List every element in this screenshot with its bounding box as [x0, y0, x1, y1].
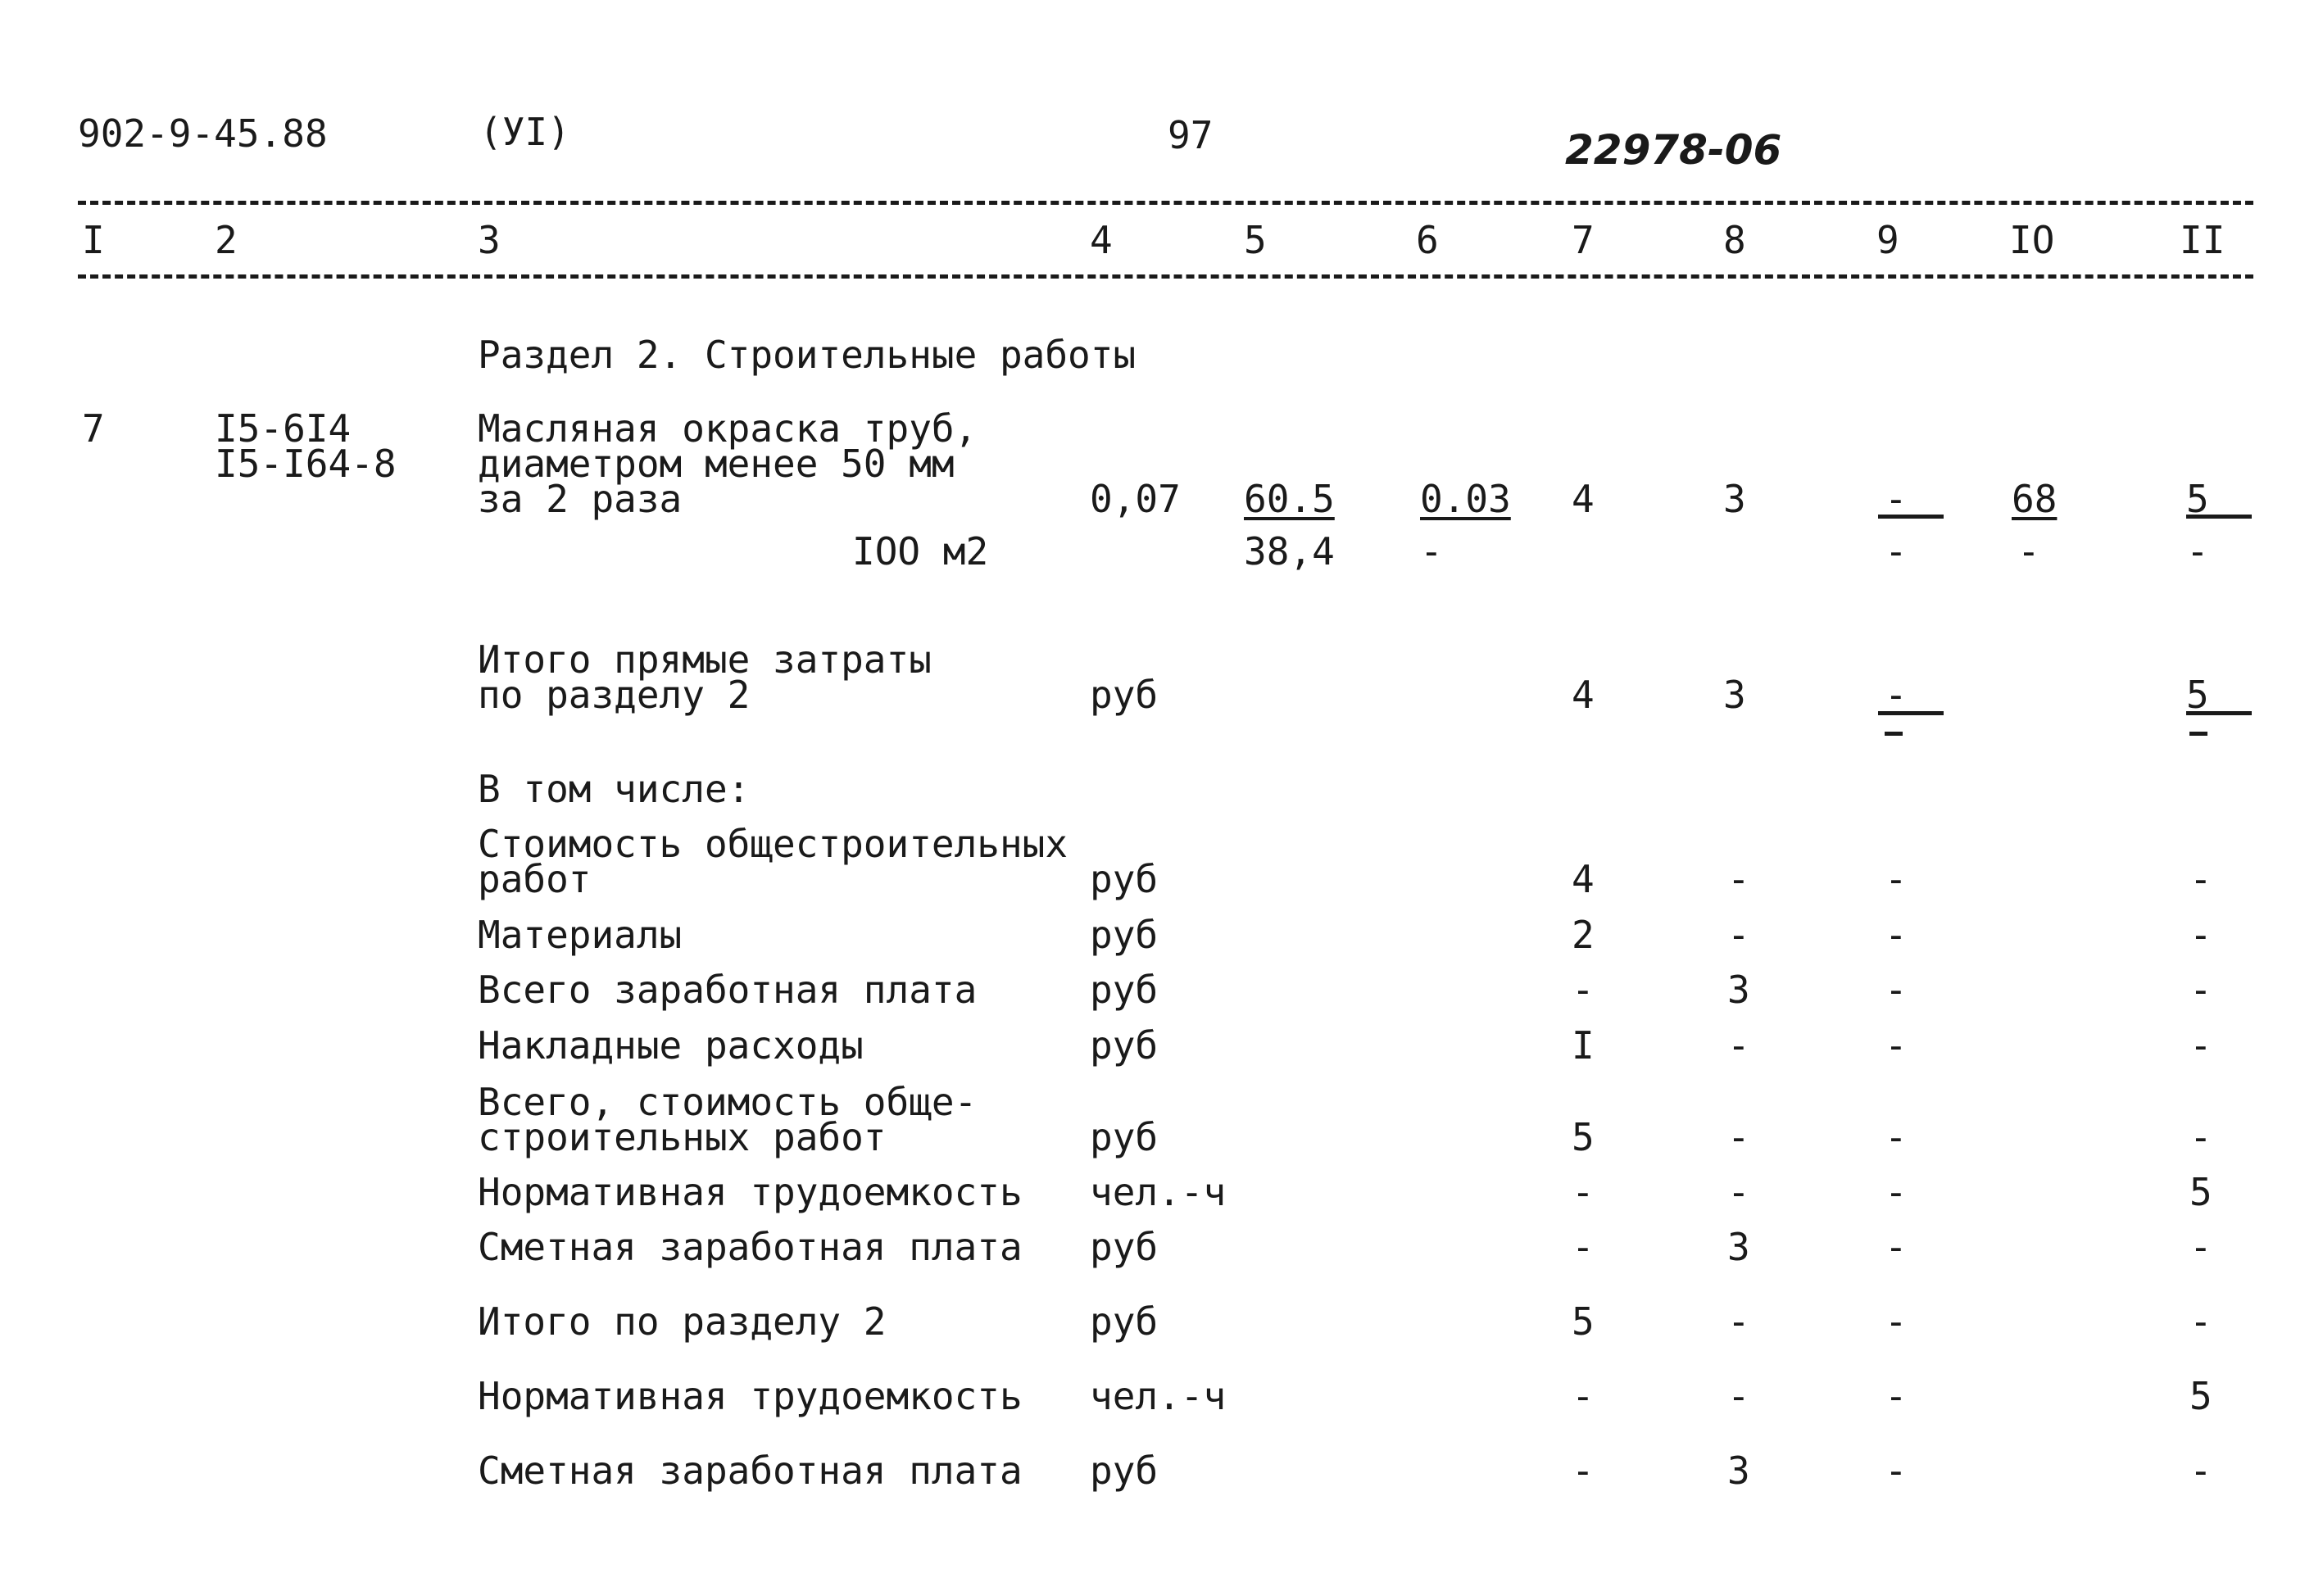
- row-col11: -: [2189, 1023, 2212, 1068]
- row-label: Стоимость общестроительных: [478, 822, 1068, 866]
- row-col11: -: [2189, 913, 2212, 957]
- row-col8: 3: [1727, 1225, 1750, 1269]
- underline-mark: [1878, 711, 1944, 715]
- row-label: работ: [478, 857, 592, 901]
- item-col7: 4: [1572, 477, 1595, 521]
- row-unit: руб: [1090, 857, 1159, 901]
- row-unit: чел.-ч: [1090, 1374, 1227, 1418]
- column-header: I: [82, 218, 105, 262]
- row-unit: руб: [1090, 1449, 1159, 1493]
- column-header: IO: [2009, 218, 2055, 262]
- header-top-rule: [78, 201, 2253, 205]
- including-label: В том числе:: [478, 767, 751, 811]
- item-col11-top: 5: [2186, 477, 2209, 521]
- row-col9: -: [1885, 1449, 1908, 1493]
- row-col8: -: [1727, 1023, 1750, 1068]
- underline-mark: [2186, 515, 2252, 519]
- row-label: Сметная заработная плата: [478, 1225, 1023, 1269]
- row-col8: -: [1727, 1115, 1750, 1159]
- row-col7: 2: [1572, 913, 1595, 957]
- total-direct-label: Итого прямые затраты: [478, 637, 932, 682]
- row-label: Сметная заработная плата: [478, 1449, 1023, 1493]
- column-header: 2: [215, 218, 238, 262]
- row-unit: руб: [1090, 1299, 1159, 1344]
- row-col7: 4: [1572, 857, 1595, 901]
- item-description-line: Масляная окраска труб,: [478, 406, 978, 451]
- total-direct-col9: -: [1885, 673, 1908, 717]
- row-unit: руб: [1090, 913, 1159, 957]
- row-label: Всего заработная плата: [478, 968, 978, 1012]
- total-direct-col11: 5: [2186, 673, 2209, 717]
- row-col7: -: [1572, 1225, 1595, 1269]
- row-col7: -: [1572, 1170, 1595, 1214]
- row-col9: -: [1885, 1023, 1908, 1068]
- row-col9: -: [1885, 1170, 1908, 1214]
- stamp-number: 22978-06: [1565, 126, 1782, 174]
- column-header: 5: [1244, 218, 1267, 262]
- row-unit: руб: [1090, 968, 1159, 1012]
- row-col11: 5: [2189, 1374, 2212, 1418]
- item-quantity: 0,07: [1090, 477, 1181, 521]
- section-code: (УI): [479, 110, 570, 154]
- item-description-line: за 2 раза: [478, 477, 683, 521]
- row-col11: -: [2189, 1115, 2212, 1159]
- row-col9: -: [1885, 968, 1908, 1012]
- item-code: I5-6I4: [215, 406, 352, 451]
- row-col7: -: [1572, 968, 1595, 1012]
- row-label: Нормативная трудоемкость: [478, 1170, 1023, 1214]
- column-header: 6: [1416, 218, 1439, 262]
- row-label: строительных работ: [478, 1115, 887, 1159]
- dash-mark: [1885, 732, 1903, 736]
- item-col5-bottom: 38,4: [1244, 529, 1335, 574]
- row-col9: -: [1885, 1299, 1908, 1344]
- row-col8: -: [1727, 1170, 1750, 1214]
- row-col9: -: [1885, 1374, 1908, 1418]
- item-col8: 3: [1723, 477, 1746, 521]
- total-direct-col8: 3: [1723, 673, 1746, 717]
- row-col11: 5: [2189, 1170, 2212, 1214]
- row-col8: 3: [1727, 968, 1750, 1012]
- row-label: Итого по разделу 2: [478, 1299, 887, 1344]
- row-col7: 5: [1572, 1115, 1595, 1159]
- item-col5-top: 60.5: [1244, 477, 1335, 521]
- row-label: Материалы: [478, 913, 683, 957]
- item-col10-top: 68: [2012, 477, 2058, 521]
- item-col11-bottom: -: [2186, 529, 2209, 574]
- document-code: 902-9-45.88: [78, 111, 328, 156]
- item-number: 7: [82, 406, 105, 451]
- row-col7: I: [1572, 1023, 1595, 1068]
- row-label: Нормативная трудоемкость: [478, 1374, 1023, 1418]
- header-bottom-rule: [78, 274, 2253, 279]
- row-col11: -: [2189, 968, 2212, 1012]
- item-code: I5-I64-8: [215, 442, 397, 486]
- row-col7: -: [1572, 1374, 1595, 1418]
- underline-mark: [1878, 515, 1944, 519]
- row-unit: чел.-ч: [1090, 1170, 1227, 1214]
- row-col11: -: [2189, 1225, 2212, 1269]
- row-col7: -: [1572, 1449, 1595, 1493]
- row-col11: -: [2189, 857, 2212, 901]
- item-col9-bottom: -: [1885, 529, 1908, 574]
- row-col8: -: [1727, 913, 1750, 957]
- total-direct-label: по разделу 2: [478, 673, 751, 717]
- row-col11: -: [2189, 1449, 2212, 1493]
- row-col9: -: [1885, 1115, 1908, 1159]
- row-col9: -: [1885, 857, 1908, 901]
- row-col9: -: [1885, 913, 1908, 957]
- item-description-line: диаметром менее 50 мм: [478, 442, 955, 486]
- page-number: 97: [1168, 113, 1214, 157]
- row-unit: руб: [1090, 1225, 1159, 1269]
- row-unit: руб: [1090, 1023, 1159, 1068]
- column-header: II: [2180, 218, 2225, 262]
- column-header: 7: [1572, 218, 1595, 262]
- row-label: Всего, стоимость обще-: [478, 1080, 978, 1124]
- row-col11: -: [2189, 1299, 2212, 1344]
- row-col8: -: [1727, 1299, 1750, 1344]
- row-col7: 5: [1572, 1299, 1595, 1344]
- row-col8: -: [1727, 857, 1750, 901]
- column-header: 8: [1723, 218, 1746, 262]
- row-label: Накладные расходы: [478, 1023, 864, 1068]
- row-col9: -: [1885, 1225, 1908, 1269]
- row-unit: руб: [1090, 1115, 1159, 1159]
- item-col10-bottom: -: [2017, 529, 2040, 574]
- total-direct-col7: 4: [1572, 673, 1595, 717]
- row-col8: -: [1727, 1374, 1750, 1418]
- row-col8: 3: [1727, 1449, 1750, 1493]
- total-direct-unit: руб: [1090, 673, 1159, 717]
- item-col6-bottom: -: [1420, 529, 1443, 574]
- column-header: 3: [478, 218, 501, 262]
- column-header: 4: [1090, 218, 1113, 262]
- item-col9-top: -: [1885, 477, 1908, 521]
- underline-mark: [2186, 711, 2252, 715]
- item-unit: IOO м2: [852, 529, 989, 574]
- column-header: 9: [1876, 218, 1899, 262]
- section-title: Раздел 2. Строительные работы: [478, 333, 1137, 377]
- dash-mark: [2189, 732, 2207, 736]
- item-col6-top: 0.03: [1420, 477, 1511, 521]
